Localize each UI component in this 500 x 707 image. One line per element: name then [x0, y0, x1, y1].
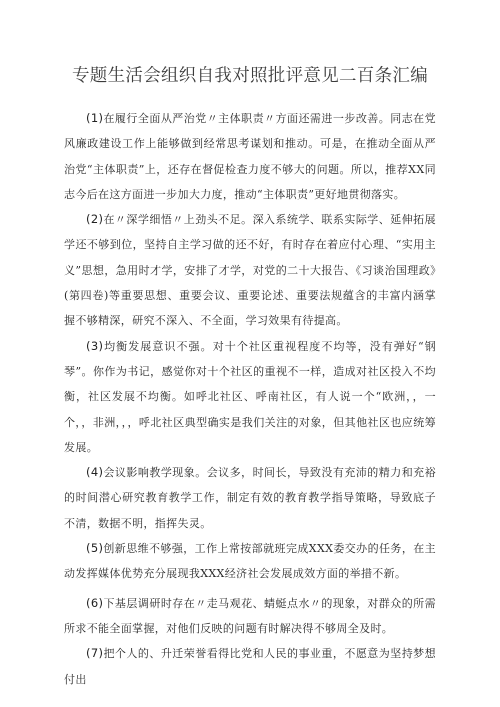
paragraph-3: [64, 334, 436, 460]
paragraph-number: (4): [86, 465, 104, 480]
paragraph-text: 创新思维不够强，工作上常按部就班完成XXX委交办的任务，在主动发挥媒体优势充分展现我XXX经济社会发展成效方面的举措不新。: [64, 542, 436, 581]
paragraph-number: (7): [86, 646, 104, 661]
document-title: 专题生活会组织自我对照批评意见二百条汇编: [72, 66, 428, 86]
paragraph-7: [64, 641, 436, 692]
paragraph-text: 在履行全面从严治党〃主体职责〃方面还需进一步改善。同志在党风廉政建设工作上能够做到经常思考谋划和推动。可是，在推动全面从严治党“主体职责”上，还存在督促检查力度不够大的问题。所以，推荐XX同志今后在这方面进一步加大力度，推动“主体职责”更好地贯彻落实。: [64, 112, 436, 201]
paragraph-1: [64, 106, 436, 207]
paragraph-2: [64, 207, 436, 333]
paragraph-text: 均衡发展意识不强。对十个社区重视程度不均等，没有弹好“钢琴”。你作为书记，感觉你对十个社区的重视不一样，造成对社区投入不均衡，社区发展不均衡。如呼北社区、呼南社区，有人说一个“欧洲，，一个，，非洲，，，呼北社区典型确实是我们关注的对象，但其他社区也应统筹发展。: [64, 339, 436, 454]
paragraph-5: [64, 536, 436, 587]
paragraph-number: (3): [86, 338, 104, 353]
paragraph-number: (5): [86, 541, 104, 556]
paragraph-text: 在〃深学细悟〃上劲头不足。深入系统学、联系实际学、延伸拓展学还不够到位，坚持自主学习做的还不好，有时存在着应付心理、“实用主义”思想，急用时才学，安排了才学，对党的二十大报告、《习谈治国理政》(第四卷)等重要思想、重要会议、重要论述、重要法规蕴含的丰富内涵掌握不够精深，研究不深入、不全面，学习效果有待提高。: [64, 213, 436, 328]
paragraph-text: 会议影响教学现象。会议多，时间长，导致没有充沛的精力和充裕的时间潜心研究教育教学工作，制定有效的教育教学指导策略，导致底子不清，数据不明，指挥失灵。: [64, 466, 436, 530]
paragraph-text: 把个人的、升迁荣誉看得比党和人民的事业重，不愿意为坚持梦想付出: [64, 647, 436, 686]
document-body: [64, 106, 436, 692]
paragraph-number: (2): [86, 212, 104, 227]
paragraph-6: [64, 591, 436, 642]
paragraph-text: 下基层调研时存在〃走马观花、蜻蜓点水〃的现象，对群众的所需所求不能全面掌握，对他们反映的问题有时解决得不够周全及时。: [64, 596, 436, 635]
paragraph-4: [64, 460, 436, 536]
paragraph-number: (1): [86, 111, 104, 125]
paragraph-number: (6): [86, 595, 104, 610]
